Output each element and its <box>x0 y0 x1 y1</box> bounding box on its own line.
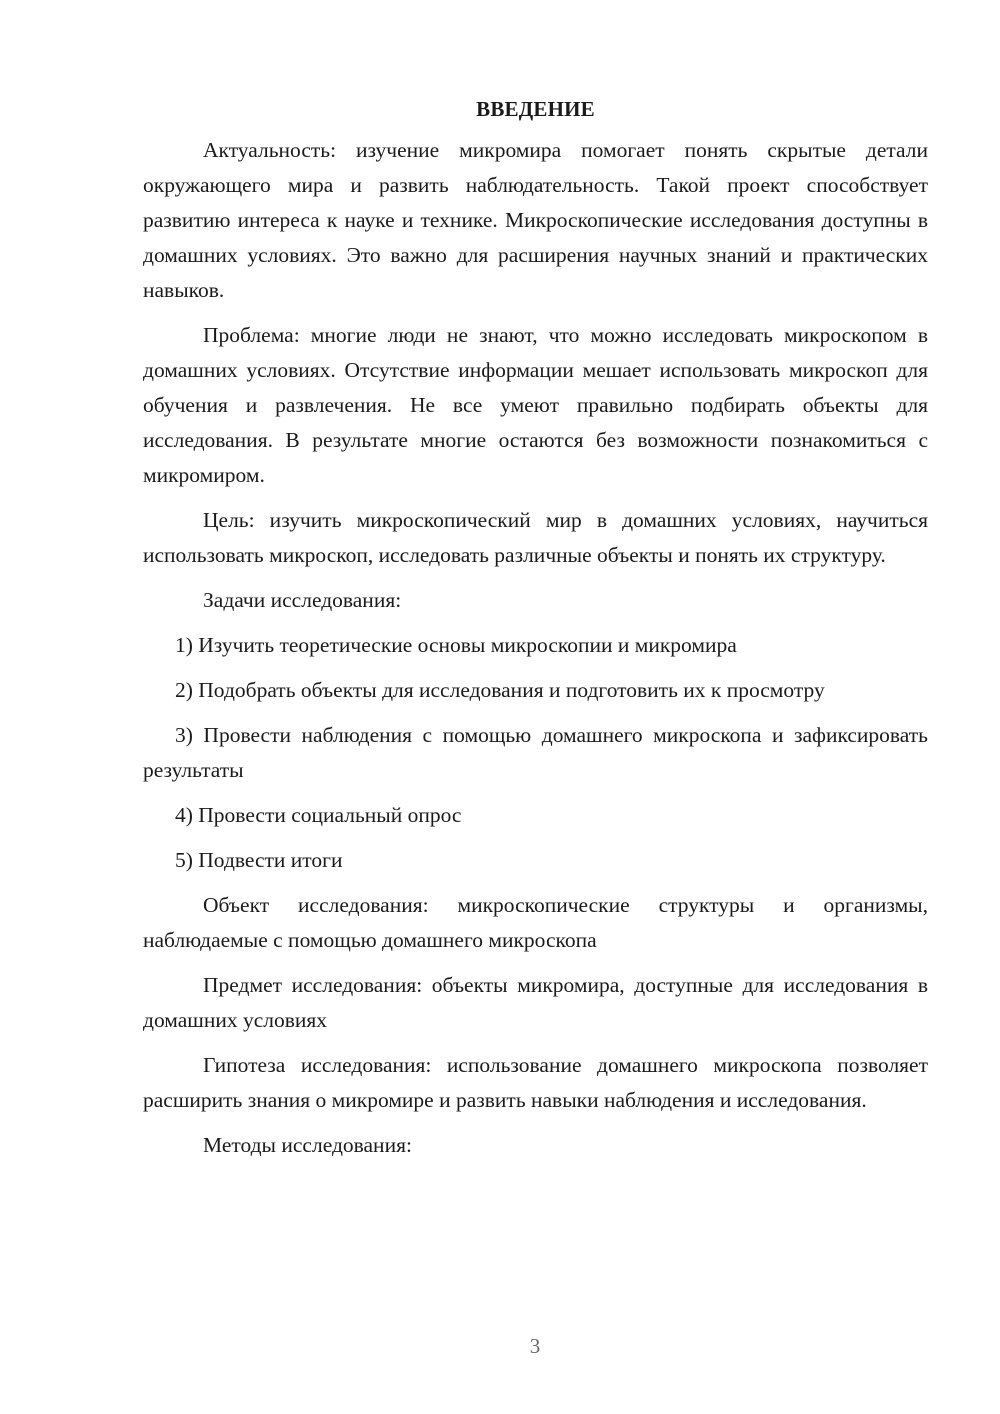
task-item-3: 3) Провести наблюдения с помощью домашнего микроскопа и зафиксировать результаты <box>143 723 928 782</box>
page-number: 3 <box>529 1334 541 1358</box>
methods-heading: Методы исследования: <box>203 1133 412 1157</box>
page-title: ВВЕДЕНИЕ <box>476 97 595 121</box>
paragraph-object: Объект исследования: микроскопические структуры и организмы, наблюдаемые с помощью домашнего микроскопа <box>143 893 928 952</box>
task-item-4: 4) Провести социальный опрос <box>175 803 462 827</box>
paragraph-problem: Проблема: многие люди не знают, что можно исследовать микроскопом в домашних условиях. Отсутствие информации мешает использовать микроскоп для обучения и развлечения. Не все умеют правильно подбирать объекты для исследования. В результате многие остаются без возможности познакомиться с микромиром. <box>143 323 928 487</box>
tasks-heading: Задачи исследования: <box>203 588 402 612</box>
task-item-1: 1) Изучить теоретические основы микроскопии и микромира <box>175 633 737 657</box>
task-item-2: 2) Подобрать объекты для исследования и подготовить их к просмотру <box>175 678 825 702</box>
paragraph-relevance: Актуальность: изучение микромира помогает понять скрытые детали окружающего мира и развить наблюдательность. Такой проект способствует развитию интереса к науке и технике. Микроскопические исследования доступны в домашних условиях. Это важно для расширения научных знаний и практических навыков. <box>143 138 928 302</box>
document-page <box>143 92 928 1173</box>
task-item-5: 5) Подвести итоги <box>175 848 343 872</box>
paragraph-goal: Цель: изучить микроскопический мир в домашних условиях, научиться использовать микроскоп, исследовать различные объекты и понять их структуру. <box>143 508 928 567</box>
paragraph-hypothesis: Гипотеза исследования: использование домашнего микроскопа позволяет расширить знания о микромире и развить навыки наблюдения и исследования. <box>143 1053 928 1112</box>
paragraph-subject: Предмет исследования: объекты микромира, доступные для исследования в домашних условиях <box>143 973 928 1032</box>
